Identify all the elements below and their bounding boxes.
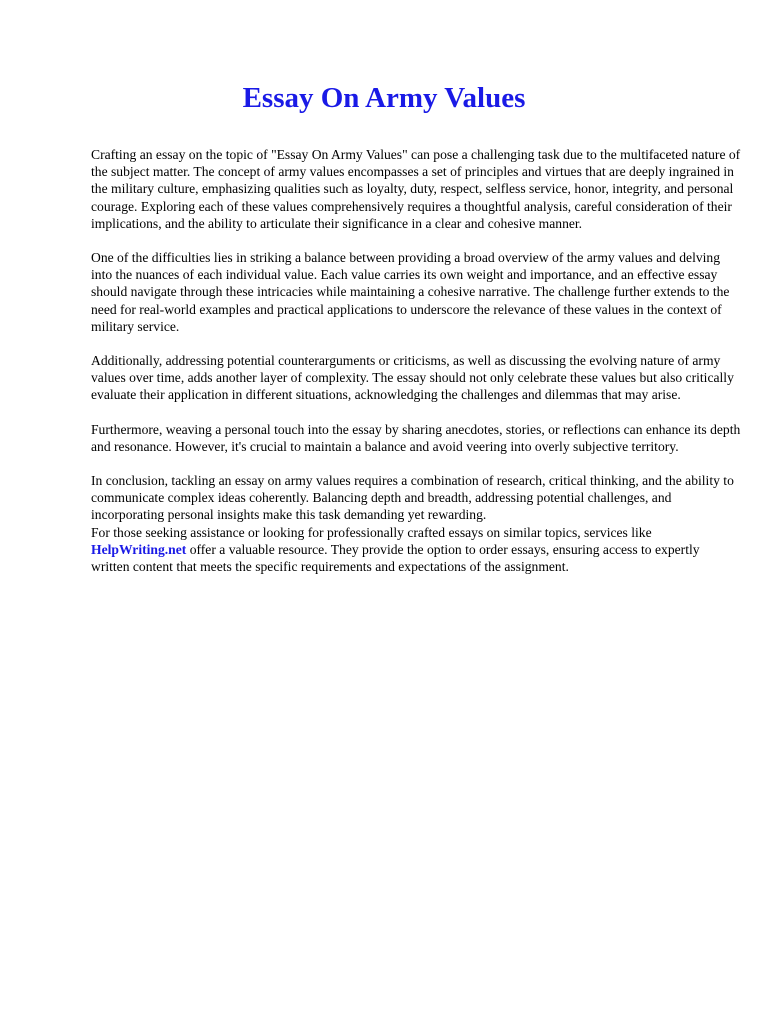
paragraph-1: Crafting an essay on the topic of "Essay On Army Values" can pose a challenging task due to the multifaceted nature of the subject matter. The concept of army values encompasses a set of principles and virtues that are deeply ingrained in the military culture, emphasizing qualities such as loyalty, duty, respect, selfless service, honor, integrity, and personal courage. Exploring each of these values comprehensively requires a thoughtful analysis, careful consideration of their implications, and the ability to articulate their significance in a clear and cohesive manner. [91, 147, 741, 231]
closing-before-link: For those seeking assistance or looking for professionally crafted essays on similar topics, services like [91, 524, 652, 540]
paragraph-5 [91, 472, 741, 575]
page-title: Essay On Army Values [242, 82, 526, 114]
closing-after-link: offer a valuable resource. They provide the option to order essays, ensuring access to expertly written content that meets the specific requirements and expectations of the assignment. [91, 541, 700, 575]
paragraph-5-text: In conclusion, tackling an essay on army values requires a combination of research, critical thinking, and the ability to communicate complex ideas coherently. Balancing depth and breadth, addressing potential challenges, and incorporating personal insights make this task demanding yet rewarding. [91, 473, 734, 523]
paragraph-4: Furthermore, weaving a personal touch into the essay by sharing anecdotes, stories, or reflections can enhance its depth and resonance. However, it's crucial to maintain a balance and avoid veering into overly subjective territory. [91, 421, 741, 454]
essay-body [91, 146, 741, 575]
helpwriting-link[interactable]: HelpWriting.net [91, 541, 187, 557]
paragraph-2: One of the difficulties lies in striking a balance between providing a broad overview of the army values and delving into the nuances of each individual value. Each value carries its own weight and importance, and an effective essay should navigate through these intricacies while maintaining a cohesive narrative. The challenge further extends to the need for real-world examples and practical applications to underscore the relevance of these values in the context of military service. [91, 250, 730, 334]
paragraph-3: Additionally, addressing potential counterarguments or criticisms, as well as discussing the evolving nature of army values over time, adds another layer of complexity. The essay should not only celebrate these values but also critically evaluate their application in different situations, acknowledging the challenges and dilemmas that may arise. [91, 353, 734, 403]
